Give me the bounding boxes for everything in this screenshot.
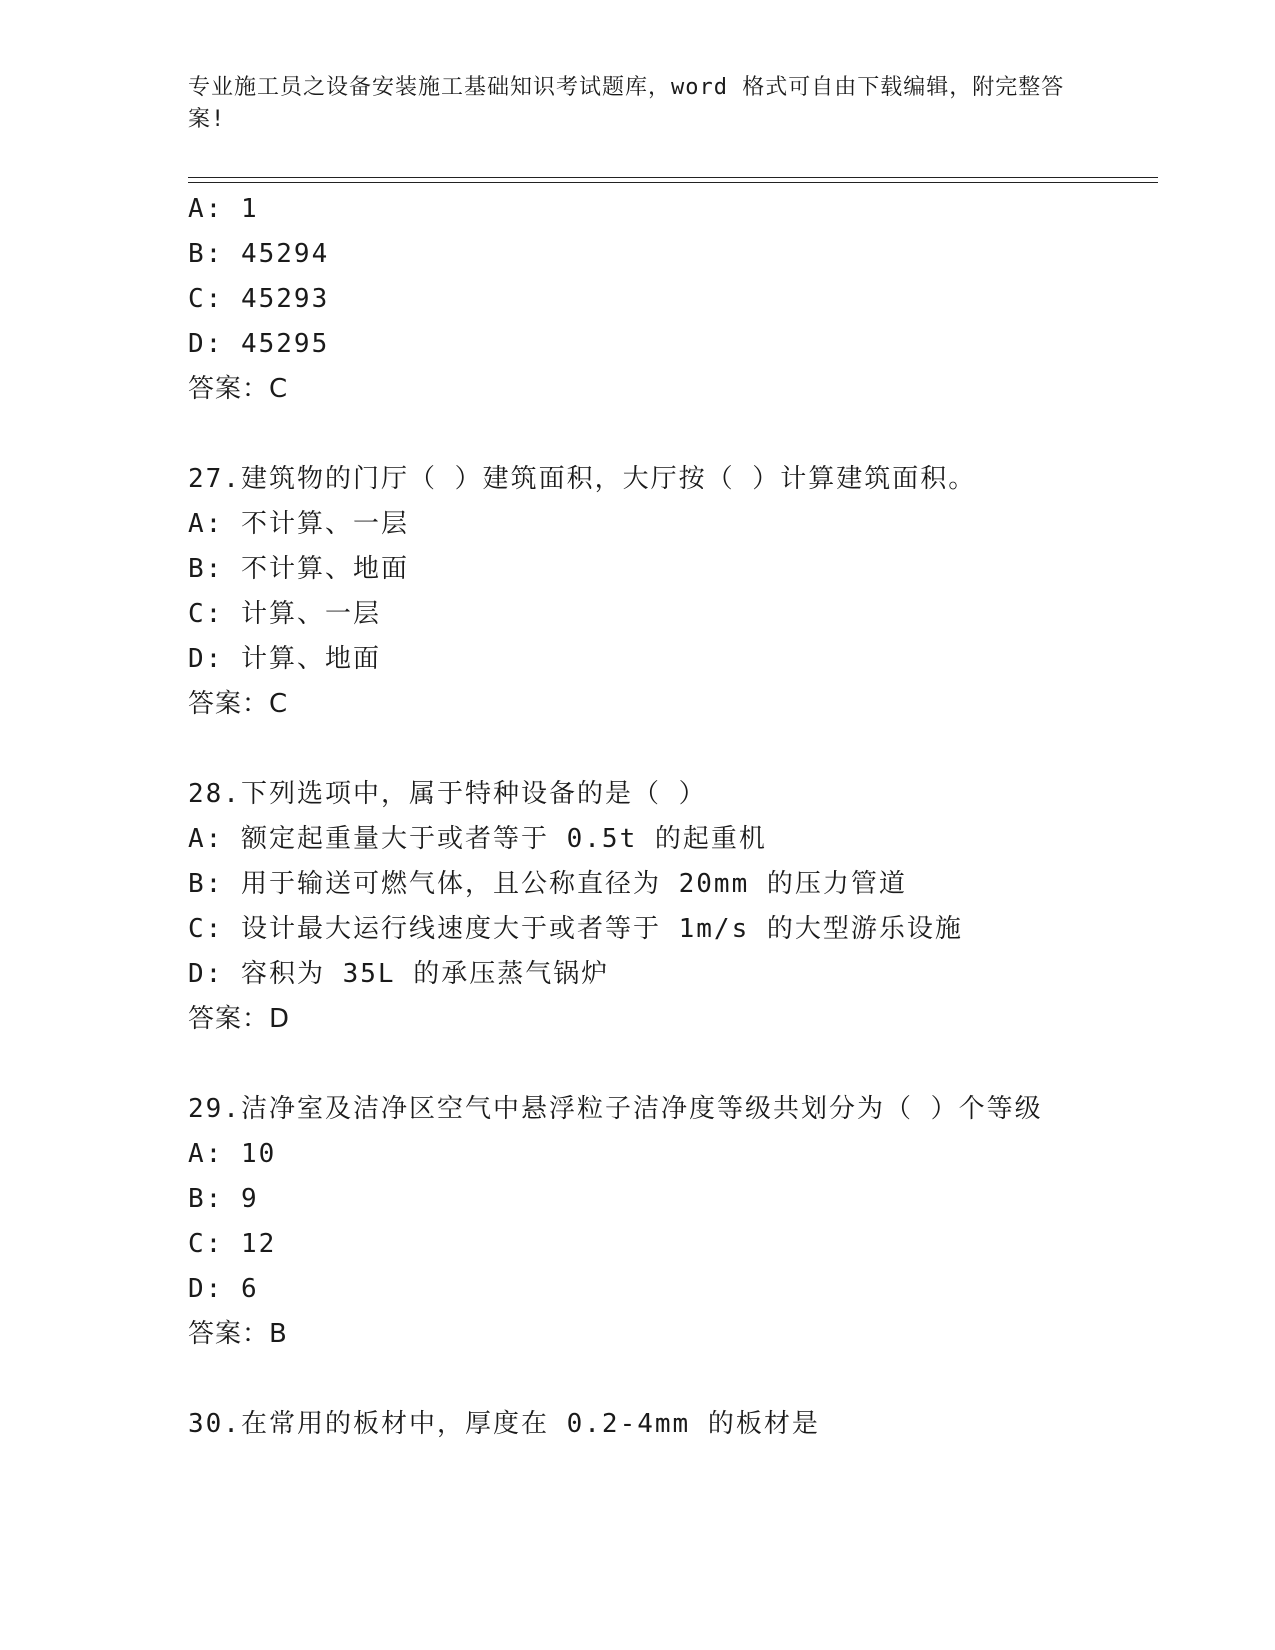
- q27-answer: 答案：C: [188, 689, 289, 719]
- q29-answer: 答案：B: [188, 1319, 288, 1349]
- header-divider-top: [188, 177, 1158, 178]
- q29-option-b: B: 9: [188, 1184, 259, 1214]
- q28-option-a: A: 额定起重量大于或者等于 0.5t 的起重机: [188, 824, 767, 854]
- q28-answer: 答案：D: [188, 1004, 291, 1034]
- q28-option-b: B: 用于输送可燃气体，且公称直径为 20mm 的压力管道: [188, 869, 907, 899]
- header-divider-bottom: [188, 182, 1158, 183]
- q26-answer: 答案：C: [188, 374, 289, 404]
- q29-stem: 29.洁净室及洁净区空气中悬浮粒子洁净度等级共划分为（ ）个等级: [188, 1094, 1043, 1124]
- q30-stem: 30.在常用的板材中，厚度在 0.2-4mm 的板材是: [188, 1409, 820, 1439]
- q28-option-d: D: 容积为 35L 的承压蒸气锅炉: [188, 959, 610, 989]
- q28-stem: 28.下列选项中，属于特种设备的是（ ）: [188, 779, 707, 809]
- q29-option-c: C: 12: [188, 1229, 277, 1259]
- q26-option-b: B: 45294: [188, 239, 330, 269]
- q26-option-c: C: 45293: [188, 284, 330, 314]
- q26-option-d: D: 45295: [188, 329, 330, 359]
- document-header: 专业施工员之设备安装施工基础知识考试题库，word 格式可自由下载编辑，附完整答案!: [188, 75, 1065, 132]
- q27-option-a: A: 不计算、一层: [188, 509, 409, 539]
- q29-option-a: A: 10: [188, 1139, 277, 1169]
- q26-option-a: A: 1: [188, 194, 259, 224]
- q28-option-c: C: 设计最大运行线速度大于或者等于 1m/s 的大型游乐设施: [188, 914, 963, 944]
- q27-option-b: B: 不计算、地面: [188, 554, 409, 584]
- q29-option-d: D: 6: [188, 1274, 259, 1304]
- q27-stem: 27.建筑物的门厅（ ）建筑面积，大厅按（ ）计算建筑面积。: [188, 464, 977, 494]
- q27-option-d: D: 计算、地面: [188, 644, 381, 674]
- q27-option-c: C: 计算、一层: [188, 599, 381, 629]
